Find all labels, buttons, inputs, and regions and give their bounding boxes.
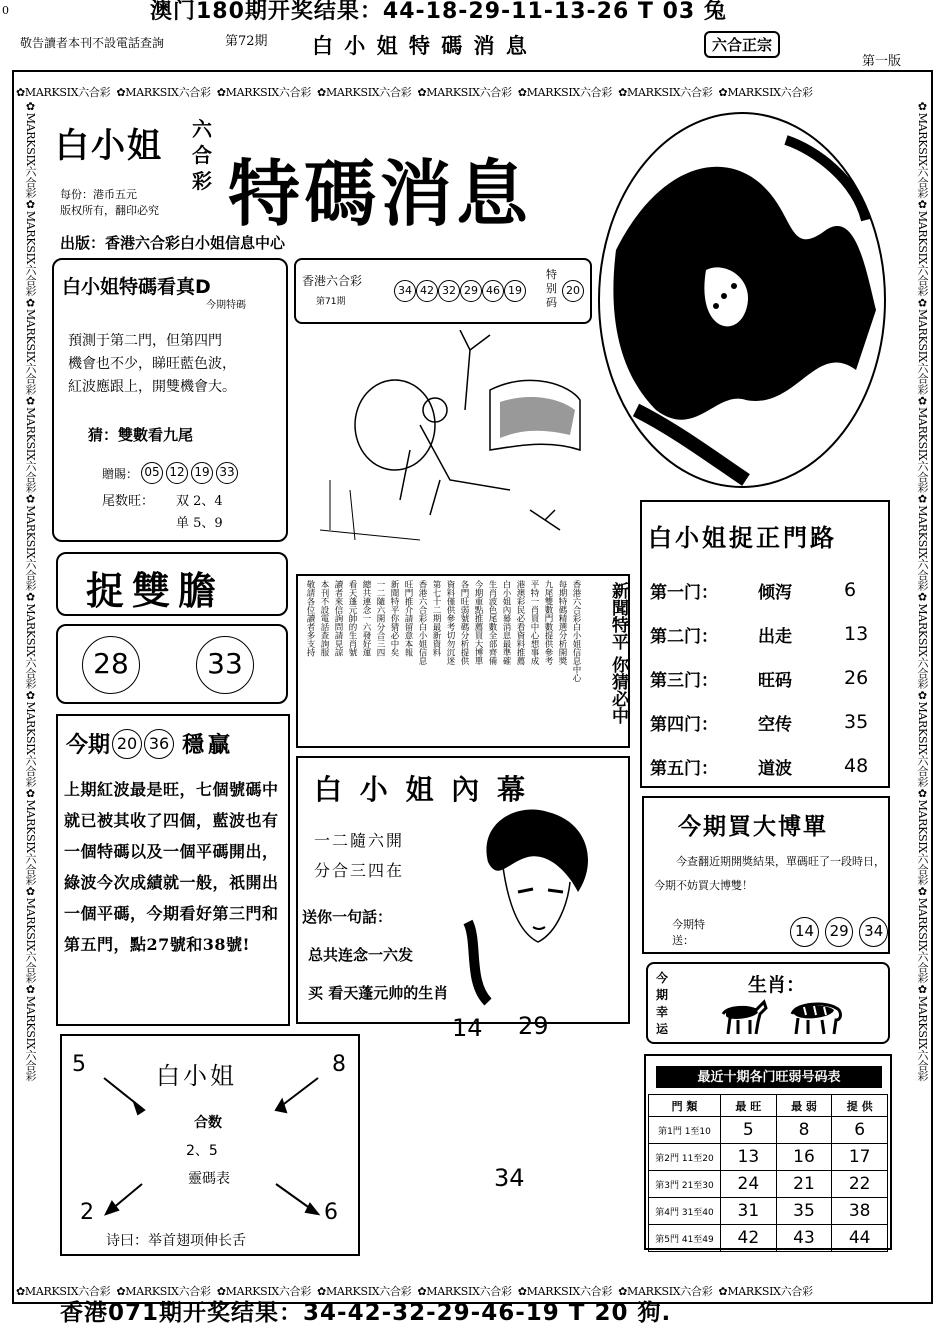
news-column: 總共連念一六發好運 [361,580,371,657]
double-ball: 33 [196,636,254,694]
news-column: 第七十二期最新資料 [431,580,441,657]
price-text: 每份：港币五元 [60,188,137,201]
door-label: 第三门： [650,670,718,691]
table-header-cell: 最 旺 [721,1095,777,1117]
door-number: 48 [844,755,869,777]
border-strip-text: ✿MARKSIX六合彩 [618,86,713,99]
news-column: 旺門推介請留意本報 [403,580,413,657]
left-border-strip [16,100,38,1275]
bet-ball: 29 [825,917,854,947]
hk-numbers [394,280,526,302]
double-numbers-box [56,624,288,704]
table-header-row [649,1095,888,1117]
horse-icon [718,996,768,1040]
inside-line3: 送你一句話： [302,908,393,926]
border-strip-text: ✿MARKSIX六合彩 [24,296,37,395]
news-column: 本刊不設電話查詢服 [319,580,329,657]
door-row [650,700,886,744]
masthead-big-title: 特碼消息 [228,151,533,236]
news-column: 一二隨六開分合三四 [375,580,385,657]
tail-double: 双 2、4 [176,494,223,509]
table-row [649,1171,888,1198]
bet-ball: 34 [859,917,888,947]
right-border-strip [908,100,930,1275]
border-strip-text: ✿MARKSIX六合彩 [916,394,929,493]
border-strip-text: ✿MARKSIX六合彩 [916,983,929,1082]
border-strip-text: ✿MARKSIX六合彩 [417,1285,512,1298]
table-row [649,1144,888,1171]
lady-illustration [458,802,608,1012]
compass-label: 合数 [194,1115,222,1131]
news-box [296,574,630,748]
gift-ball: 12 [166,462,188,484]
border-strip-text: ✿MARKSIX六合彩 [317,1285,412,1298]
tiger-icon [788,994,844,1040]
table-door-cell: 第3門 21至30 [649,1171,721,1198]
prediction-line: 機會也不少，睇旺藍色波， [68,356,236,372]
door-table [648,1094,888,1252]
news-column: 香港六合彩白小姐信息 [417,580,427,665]
table-row [649,1225,888,1252]
news-column: 看天蓬元帥的生肖號 [347,580,357,657]
border-strip-text: ✿MARKSIX六合彩 [517,86,613,99]
door-number: 26 [844,667,869,689]
gift-ball: 19 [191,462,213,484]
news-column: 資料僅供參考切勿沉迷 [445,580,455,665]
table-cell: 16 [776,1144,832,1171]
inside-line1: 一二隨六開 [314,831,405,850]
border-strip-text: ✿MARKSIX六合彩 [24,198,37,297]
news-column: 香港六合彩白小姐信息中心 [571,580,581,682]
hk-result-box [294,258,592,324]
table-cell: 44 [832,1225,888,1252]
hk-ball: 42 [416,280,438,302]
gift-label: 贈賜： [102,466,139,481]
hk-ball: 32 [438,280,460,302]
bet-box [642,796,890,954]
special-ball: 20 [562,280,584,302]
door-word: 出走 [758,626,792,647]
inside-line2: 分合三四在 [314,861,405,880]
bet-send-row [672,916,888,948]
table-cell: 21 [776,1171,832,1198]
border-strip-text: ✿MARKSIX六合彩 [216,86,312,99]
table-header-cell: 門 類 [649,1095,721,1117]
scene-illustration [300,330,586,558]
side-char: 彩 [192,169,212,193]
gift-row [102,462,238,484]
compass-value: 2、5 [186,1143,218,1159]
table-row [649,1117,888,1144]
border-strip-text: ✿MARKSIX六合彩 [718,86,813,99]
table-cell: 13 [721,1144,777,1171]
prediction-line: 紅波應跟上，開雙機會大。 [68,379,236,395]
prediction-lines [68,330,236,399]
door-label: 第五门： [650,758,718,779]
table-cell: 24 [721,1171,777,1198]
double-title-box [56,552,288,616]
news-column: 敬請各位讀者多支持 [305,580,315,657]
header-title: 白 小 姐 特 碼 消 息 [312,34,529,58]
double-ball: 28 [82,636,140,694]
border-strip-text: ✿MARKSIX六合彩 [417,86,512,99]
table-door-cell: 第1門 1至10 [649,1117,721,1144]
border-strip-text: ✿MARKSIX六合彩 [916,296,929,395]
table-cell: 6 [832,1117,888,1144]
inside-num: 34 [494,1164,525,1192]
news-column: 港澳彩民必看資料推薦 [515,580,525,665]
door-number: 13 [844,623,869,645]
table-cell: 42 [721,1225,777,1252]
border-strip-text: ✿MARKSIX六合彩 [916,492,929,591]
news-column: 讀者來信詢問請見諒 [333,580,343,657]
inside-line4: 总共连念一六发 [308,946,414,964]
compass-br: 6 [324,1200,338,1225]
masthead-name: 白小姐 [55,126,163,166]
border-strip-text: ✿MARKSIX六合彩 [16,1285,111,1298]
news-column: 九尾雙數門數提供參考 [543,580,553,665]
border-strip-text: ✿MARKSIX六合彩 [24,688,37,787]
table-cell: 22 [832,1171,888,1198]
table-title: 最近十期各门旺弱号码表 [697,1070,841,1085]
win-header [66,728,234,759]
compass-title: 白小姐 [156,1062,237,1090]
side-char: 合 [192,143,212,167]
inside-num: 14 [452,1014,483,1042]
stamp-badge: 六合正宗 [704,31,780,58]
news-columns [302,580,582,744]
tail-single: 单 5、9 [176,516,223,531]
top-result-banner: 澳门180期开奖结果：44-18-29-11-13-26 T 03 兔 [150,0,727,24]
table-door-cell: 第4門 31至40 [649,1198,721,1225]
compass-tr: 8 [332,1052,346,1077]
door-word: 空传 [758,714,792,735]
table-cell: 31 [721,1198,777,1225]
border-strip-text: ✿MARKSIX六合彩 [24,394,37,493]
tail-label: 尾数旺： [102,494,155,509]
hk-ball: 34 [394,280,416,302]
door-label: 第四门： [650,714,718,735]
door-row [650,744,886,788]
gift-ball: 33 [216,462,238,484]
news-column: 各門旺弱號碼分析提供 [459,580,469,665]
table-cell: 35 [776,1198,832,1225]
table-header-cell: 最 弱 [776,1095,832,1117]
prediction-box [52,258,288,542]
border-strip-text: ✿MARKSIX六合彩 [916,198,929,297]
table-door-cell: 第2門 11至20 [649,1144,721,1171]
compass-sub: 靈碼表 [188,1171,230,1187]
news-column: 新聞特平你猜必中矣 [389,580,399,657]
bet-text: 今查翻近期開獎結果，單碼旺了一段時日，今期不妨買大博雙！ [654,855,885,892]
hk-issue: 第71期 [316,297,346,307]
bet-send-label: 今期特送： [672,918,705,947]
table-header-cell: 提 供 [832,1095,888,1117]
top-border-strip [16,84,912,100]
border-strip-text: ✿MARKSIX六合彩 [216,1285,312,1298]
news-column: 每期特碼精選分析開獎 [557,580,567,665]
publisher-line: 出版：香港六合彩白小姐信息中心 [60,234,286,252]
bet-ball: 14 [790,917,819,947]
door-title: 白小姐捉正門路 [648,523,837,552]
door-row [650,612,886,656]
win-ball: 20 [112,729,142,759]
border-strip-text: ✿MARKSIX六合彩 [517,1285,613,1298]
side-char: 六 [192,117,212,141]
door-number: 35 [844,711,869,733]
prediction-guess: 猜：雙數看九尾 [88,426,194,444]
news-column: 平特一肖買中心想事成 [529,580,539,665]
border-strip-text: ✿MARKSIX六合彩 [916,885,929,984]
table-box [644,1054,892,1250]
border-strip-text: ✿MARKSIX六合彩 [24,100,37,199]
news-column: 白小姐內幕消息最準確 [501,580,511,665]
zodiac-side-label: 今期幸运 [656,971,669,1036]
compass-box [60,1034,360,1256]
corner-mark: 0 [2,4,9,17]
issue-number: 第72期 [225,34,268,49]
border-strip-text: ✿MARKSIX六合彩 [24,786,37,885]
door-number: 6 [844,579,857,601]
hk-label: 香港六合彩 [302,274,363,288]
border-strip-text: ✿MARKSIX六合彩 [24,492,37,591]
bet-title: 今期買大博單 [678,814,828,840]
border-strip-text: ✿MARKSIX六合彩 [317,86,412,99]
edition-label: 第一版 [862,54,902,69]
door-table-wrap [648,1094,888,1252]
portrait-illustration [596,110,888,490]
compass-bl: 2 [80,1200,94,1225]
table-cell: 43 [776,1225,832,1252]
door-row [650,568,886,612]
win-text: 上期紅波最是旺，七個號碼中就已被其收了四個，藍波也有一個特碼以及一個平碼開出，綠波今次成績就一般，祇開出一個平碼，今期看好第三門和第五門，點27號和38號! [64,780,279,954]
border-strip-text: ✿MARKSIX六合彩 [116,86,211,99]
news-column: 今期重點推薦買大博單 [473,580,483,665]
prediction-subtitle: 今期特碼 [206,300,246,311]
win-box [56,714,290,1026]
zodiac-box [646,962,890,1044]
double-title: 捉雙膽 [86,568,225,613]
news-side-title: 新聞特平 你猜必中 [608,582,628,724]
table-row [649,1198,888,1225]
hk-ball: 19 [504,280,526,302]
table-cell: 17 [832,1144,888,1171]
inside-line5: 买 看天蓬元帅的生肖 [308,984,449,1002]
door-word: 倾泻 [758,582,792,603]
door-label: 第二门： [650,626,718,647]
copyright-text: 版权所有，翻印必究 [60,204,159,217]
door-box [640,500,890,788]
border-strip-text: ✿MARKSIX六合彩 [916,688,929,787]
prediction-line: 預測于第二門，但第四門 [68,333,222,349]
special-label: 特别码 [546,268,557,309]
notice-text: 敬告讀者本刊不設電話查詢 [20,36,165,50]
border-strip-text: ✿MARKSIX六合彩 [16,86,111,99]
win-prefix: 今期 [66,732,111,758]
win-ball: 36 [144,729,174,759]
table-door-cell: 第5門 41至49 [649,1225,721,1252]
door-word: 道波 [758,758,792,779]
border-strip-text: ✿MARKSIX六合彩 [116,1285,211,1298]
border-strip-text: ✿MARKSIX六合彩 [618,1285,713,1298]
inside-num: 29 [518,1012,549,1040]
table-cell: 38 [832,1198,888,1225]
border-strip-text: ✿MARKSIX六合彩 [24,590,37,689]
door-row [650,656,886,700]
border-strip-text: ✿MARKSIX六合彩 [916,590,929,689]
border-strip-text: ✿MARKSIX六合彩 [24,983,37,1082]
border-strip-text: ✿MARKSIX六合彩 [916,786,929,885]
compass-tl: 5 [72,1052,86,1077]
door-label: 第一门： [650,582,718,603]
win-suffix: 穩贏 [182,732,235,758]
compass-arrows [92,1072,332,1236]
hk-ball: 29 [460,280,482,302]
door-word: 旺码 [758,670,792,691]
door-rows [650,568,886,788]
masthead-side-chars [190,116,214,194]
table-cell: 5 [721,1117,777,1144]
border-strip-text: ✿MARKSIX六合彩 [24,885,37,984]
footer-result: 香港071期开奖结果：34-42-32-29-46-19 T 20 狗. [60,1300,672,1326]
zodiac-title: 生肖： [748,974,806,996]
border-strip-text: ✿MARKSIX六合彩 [718,1285,813,1298]
table-title-bar [656,1066,882,1088]
gift-ball: 05 [141,462,163,484]
compass-poem: 诗曰：举首翅项伸长舌 [106,1233,246,1249]
prediction-title: 白小姐特碼看真D [62,276,211,298]
news-column: 生肖波色尾數全部齊備 [487,580,497,665]
inside-title: 白 小 姐 內 幕 [314,773,529,806]
hk-ball: 46 [482,280,504,302]
border-strip-text: ✿MARKSIX六合彩 [916,100,929,199]
table-cell: 8 [776,1117,832,1144]
